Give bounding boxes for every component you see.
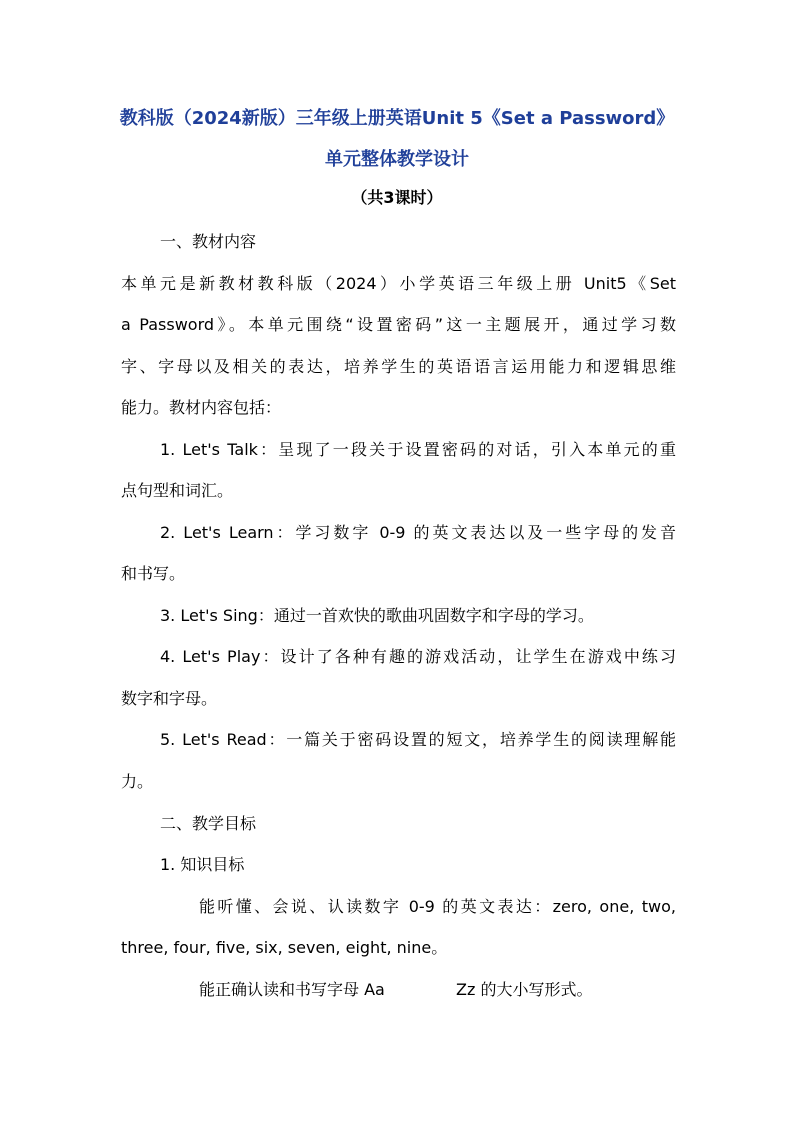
list-item-play: 4. Let's Play：设计了各种有趣的游戏活动，让学生在游戏中练习 bbox=[160, 647, 676, 666]
paragraph-intro-line: 字、字母以及相关的表达，培养学生的英语语言运用能力和逻辑思维 bbox=[121, 357, 676, 376]
section-heading-goals: 二、教学目标 bbox=[160, 814, 257, 833]
list-item-read-continued: 力。 bbox=[121, 772, 154, 791]
list-item-learn: 2. Let's Learn：学习数字 0-9 的英文表达以及一些字母的发音 bbox=[160, 523, 676, 542]
document-title-line-2: 单元整体教学设计 bbox=[325, 149, 469, 170]
document-subtitle: （共3课时） bbox=[351, 188, 443, 207]
document-title-line-1: 教科版（2024新版）三年级上册英语Unit 5《Set a Password》 bbox=[119, 108, 675, 129]
list-item-talk: 1. Let's Talk：呈现了一段关于设置密码的对话，引入本单元的重 bbox=[160, 440, 676, 459]
goal-knowledge-letters-start: 能正确认读和书写字母 Aa bbox=[199, 980, 385, 999]
goal-heading-knowledge: 1. 知识目标 bbox=[160, 855, 245, 874]
list-item-sing: 3. Let's Sing：通过一首欢快的歌曲巩固数字和字母的学习。 bbox=[160, 606, 594, 625]
list-item-read: 5. Let's Read：一篇关于密码设置的短文，培养学生的阅读理解能 bbox=[160, 730, 676, 749]
section-heading-materials: 一、教材内容 bbox=[160, 232, 257, 251]
paragraph-intro-line: 能力。教材内容包括： bbox=[121, 398, 282, 417]
list-item-learn-continued: 和书写。 bbox=[121, 564, 186, 583]
goal-knowledge-letters-end: Zz 的大小写形式。 bbox=[456, 980, 593, 999]
list-item-talk-continued: 点句型和词汇。 bbox=[121, 481, 234, 500]
paragraph-intro-line: 本单元是新教材教科版（2024）小学英语三年级上册 Unit5《Set bbox=[121, 274, 676, 293]
paragraph-intro-line: a Password》。本单元围绕“设置密码”这一主题展开，通过学习数 bbox=[121, 315, 676, 334]
list-item-play-continued: 数字和字母。 bbox=[121, 689, 218, 708]
goal-knowledge-line: three, four, five, six, seven, eight, nine。 bbox=[121, 938, 448, 957]
goal-knowledge-line: 能听懂、会说、认读数字 0-9 的英文表达：zero, one, two, bbox=[199, 897, 676, 916]
